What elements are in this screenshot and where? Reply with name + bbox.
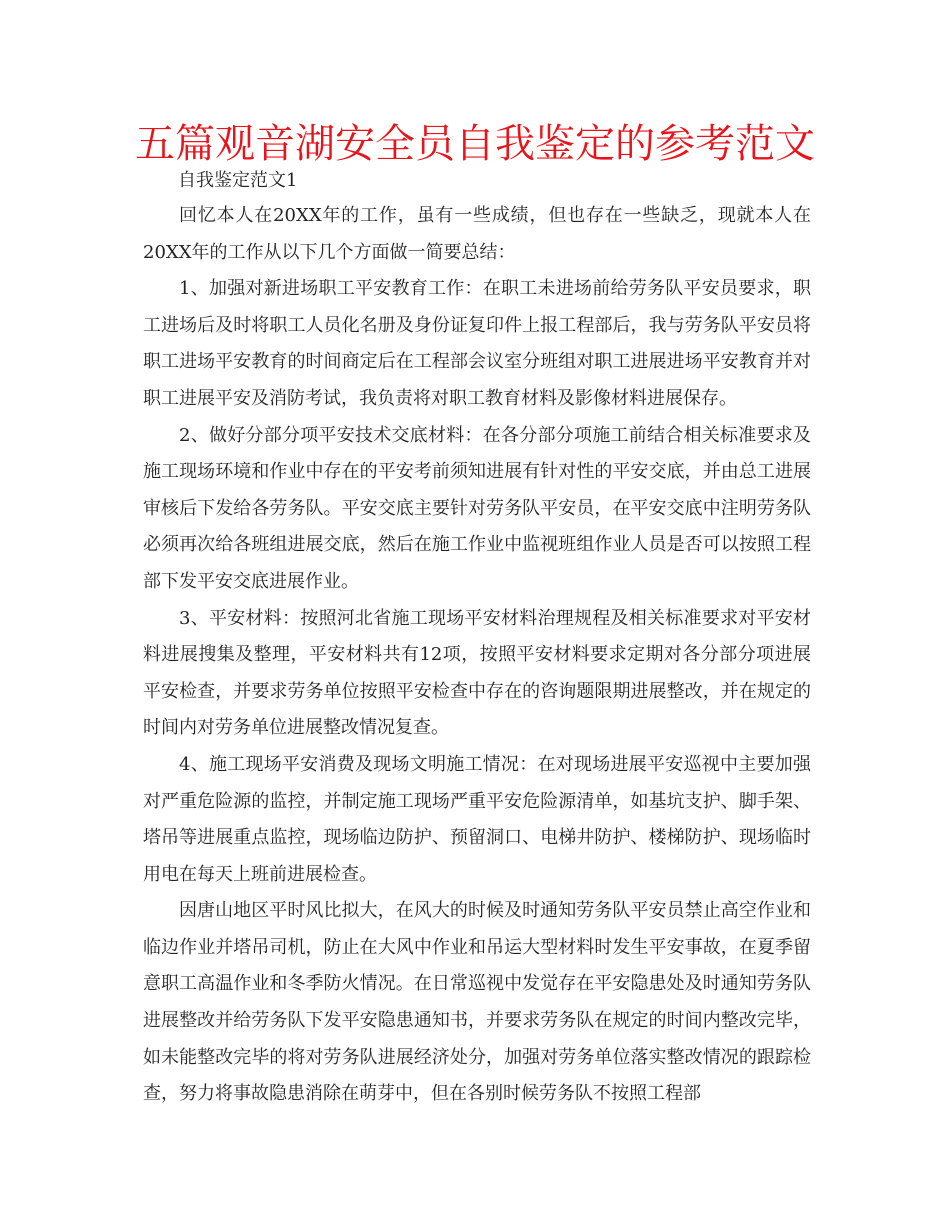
paragraph-intro: 回忆本人在20XX年的工作，虽有一些成绩，但也存在一些缺乏，现就本人在20XX年的工作从以下几个方面做一简要总结： xyxy=(143,205,811,263)
document-title: 五篇观音湖安全员自我鉴定的参考范文 xyxy=(135,121,815,167)
document-body xyxy=(143,198,811,1113)
paragraph-item-1: 1、加强对新进场职工平安教育工作：在职工未进场前给劳务队平安员要求，职工进场后及时将职工人员化名册及身份证复印件上报工程部后，我与劳务队平安员将职工进场平安教育的时间商定后在工程部会议室分班组对职工进展进场平安教育并对职工进展平安及消防考试，我负责将对职工教育材料及影像材料进展保存。 xyxy=(143,278,811,409)
paragraph-item-3: 3、平安材料：按照河北省施工现场平安材料治理规程及相关标准要求对平安材料进展搜集及整理，平安材料共有12项，按照平安材料要求定期对各分部分项进展平安检查，并要求劳务单位按照平安检查中存在的咨询题限期进展整改，并在规定的时间内对劳务单位进展整改情况复查。 xyxy=(143,607,811,739)
document-subtitle: 自我鉴定范文1 xyxy=(178,170,298,191)
paragraph-weather: 因唐山地区平时风比拟大，在风大的时候及时通知劳务队平安员禁止高空作业和临边作业并塔吊司机，防止在大风中作业和吊运大型材料时发生平安事故，在夏季留意职工高温作业和冬季防火情况。在日常巡视中发觉存在平安隐患处及时通知劳务队进展整改并给劳务队下发平安隐患通知书，并要求劳务队在规定的时间内整改完毕，如未能整改完毕的将对劳务队进展经济处分，加强对劳务单位落实整改情况的跟踪检查，努力将事故隐患消除在萌芽中，但在各别时候劳务队不按照工程部 xyxy=(143,900,811,1105)
paragraph-item-2: 2、做好分部分项平安技术交底材料：在各分部分项施工前结合相关标准要求及施工现场环境和作业中存在的平安考前须知进展有针对性的平安交底，并由总工进展审核后下发给各劳务队。平安交底主要针对劳务队平安员，在平安交底中注明劳务队必须再次给各班组进展交底，然后在施工作业中监视班组作业人员是否可以按照工程部下发平安交底进展作业。 xyxy=(143,424,811,592)
paragraph-item-4: 4、施工现场平安消费及现场文明施工情况：在对现场进展平安巡视中主要加强对严重危险源的监控，并制定施工现场严重平安危险源清单，如基坑支护、脚手架、塔吊等进展重点监控，现场临边防护、预留洞口、电梯井防护、楼梯防护、现场临时用电在每天上班前进展检查。 xyxy=(143,753,811,885)
